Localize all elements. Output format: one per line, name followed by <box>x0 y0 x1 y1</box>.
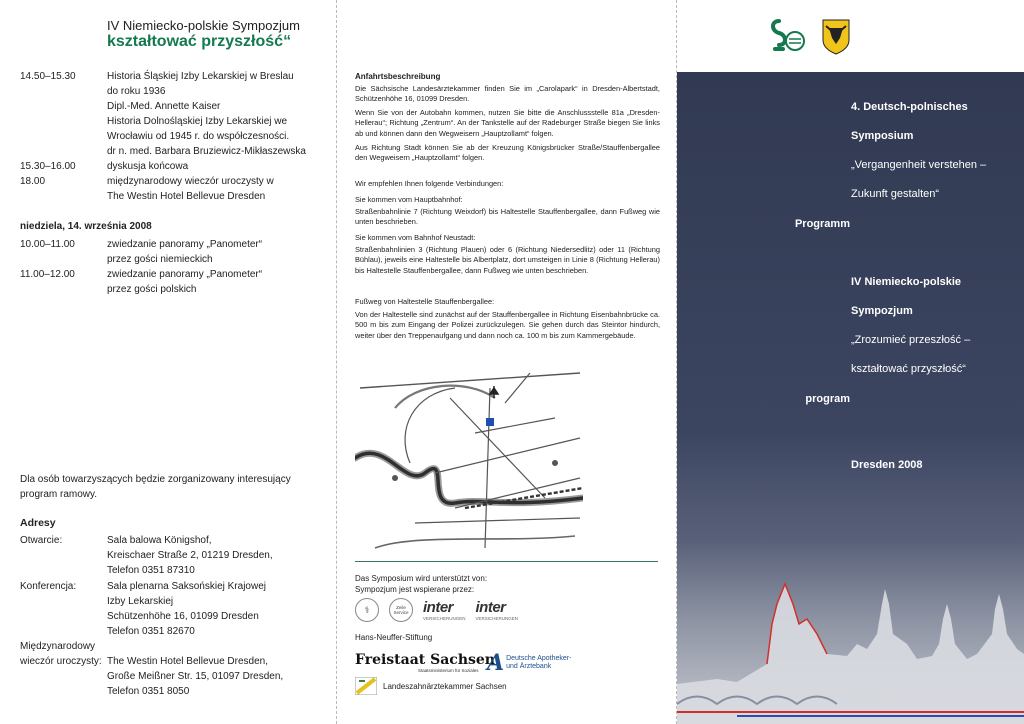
schedule-desc: dyskusja końcowa <box>107 161 189 172</box>
address-opening <box>20 533 332 578</box>
sponsors-heading: Das Symposium wird unterstützt von: Sympozjum jest wspierane przez: <box>355 574 488 594</box>
address-label: Międzynarodowy wieczór uroczysty: <box>20 641 102 667</box>
neustadt-route: Straßenbahnlinien 3 (Richtung Plauen) oder 6 (Richtung Niedersedlitz) oder 11 (Richtung Bühlau), jeweils eine Haltestelle bis Albertplatz, dort umsteigen in Linie 8 (Richtung Hellerau) bis Haltestelle Stauffenbergallee, dann Fußweg wie unten beschrieben. <box>355 245 660 275</box>
address-lines: Sala balowa Königshof, Kreischaer Straße 2, 01219 Dresden, Telefon 0351 87310 <box>107 535 273 576</box>
caduceus-logo-icon: ⚕ <box>355 598 379 622</box>
program-label: program <box>805 393 850 405</box>
schedule-day2 <box>20 237 330 297</box>
address-lines: Sala plenarna Saksońskiej Krajowej Izby Lekarskiej Schützenhöhe 16, 01099 Dresden Telefon 0351 82670 <box>107 581 266 637</box>
de-title-line3: „Vergangenheit verstehen – <box>851 159 987 171</box>
accompanying-note: Dla osób towarzyszących będzie zorganizowany interesujący program ramowy. <box>20 474 291 500</box>
apobank-logo: A Deutsche Apotheker- und Ärztebank <box>487 650 572 676</box>
hans-neuffer-foundation: Hans-Neuffer-Stiftung <box>355 633 433 642</box>
connections-intro: Wir empfehlen Ihnen folgende Verbindungen: <box>355 179 504 188</box>
schedule-row <box>20 237 330 267</box>
directions-city: Aus Richtung Stadt können Sie ab der Kreuzung Königsbrücker Straße/Stauffenbergallee den Wegweisern „Hauptzollamt“ folgen. <box>355 143 660 163</box>
schedule-desc: międzynarodowy wieczór uroczysty w The Westin Hotel Bellevue Dresden <box>107 176 274 202</box>
symposium-title: IV Niemiecko-polskie Sympozjum <box>107 18 300 33</box>
freistaat-sachsen-logo: Freistaat Sachsen Staatsministerium für Soziales <box>355 652 495 673</box>
schedule-time: 14.50–15.30 <box>20 71 76 82</box>
address-lines: The Westin Hotel Bellevue Dresden, Große Meißner Str. 15, 01097 Dresden, Telefon 0351 8050 <box>107 656 284 697</box>
lzk-sachsen: Landeszahnärztekammer Sachsen <box>355 677 507 695</box>
address-label: Otwarcie: <box>20 535 63 546</box>
medical-chamber-logo-icon <box>769 17 807 57</box>
schedule-time: 15.30–16.00 <box>20 161 76 172</box>
schedule-row <box>20 69 330 159</box>
sponsor-logos <box>355 598 518 622</box>
route-map <box>355 358 583 553</box>
address-label: Konferencja: <box>20 581 77 592</box>
city-year: Dresden 2008 <box>851 459 923 471</box>
schedule-time: 11.00–12.00 <box>20 269 75 280</box>
footpath-route: Von der Haltestelle sind zunächst auf der Stauffenbergallee in Richtung Eisenbahnbrücke ca. 500 m bis zum Eingang der Polizei zurückzulegen. Sie gehen durch das Steintor hindurch, weiter über den Treppenaufgang und dann noch ca. 100 m bis zum Kammergebäude. <box>355 310 660 340</box>
from-neustadt: Sie kommen vom Bahnhof Neustadt: <box>355 233 476 242</box>
right-panel <box>677 0 1024 724</box>
zeile-service-logo: Zeile Service <box>389 598 413 622</box>
apobank-icon: A <box>487 650 505 676</box>
schedule-row <box>20 159 330 174</box>
schedule-row <box>20 174 330 204</box>
schedule-desc: zwiedzanie panoramy „Panometer“ przez gości polskich <box>107 269 263 295</box>
lzk-logo-icon <box>355 677 377 695</box>
dresden-skyline-illustration <box>677 564 1024 724</box>
pl-title-line2: Sympozjum <box>851 305 913 317</box>
from-hauptbahnhof: Sie kommen vom Hauptbahnhof: <box>355 195 463 204</box>
pl-title-line4: kształtować przyszłość“ <box>851 363 966 375</box>
fold-line-1 <box>336 0 337 724</box>
pl-title-line3: „Zrozumieć przeszłość – <box>851 334 971 346</box>
addresses-heading: Adresy <box>20 517 56 529</box>
symposium-subtitle: kształtować przyszłość“ <box>107 33 292 50</box>
de-title-line2: Symposium <box>851 130 914 142</box>
directions-intro: Die Sächsische Landesärztekammer finden Sie im „Carolapark“ in Dresden-Albertstadt, Schützenhöhe 16, 01099 Dresden. <box>355 84 660 104</box>
schedule-time: 10.00–11.00 <box>20 239 75 250</box>
footpath-heading: Fußweg von Haltestelle Stauffenbergallee: <box>355 297 495 306</box>
left-panel <box>0 0 336 724</box>
coat-of-arms-icon <box>821 18 851 56</box>
programm-label: Programm <box>794 218 850 230</box>
inter-logo-2: inter VERSICHERUNGEN <box>475 599 519 621</box>
schedule-day1 <box>20 69 330 204</box>
pl-title-line1: IV Niemiecko-polskie <box>851 276 962 288</box>
address-conference <box>20 579 332 639</box>
de-title-line1: 4. Deutsch-polnisches <box>851 101 968 113</box>
de-title-line4: Zukunft gestalten“ <box>851 188 940 200</box>
schedule-time: 18.00 <box>20 176 46 187</box>
hauptbahnhof-route: Straßenbahnlinie 7 (Richtung Weixdorf) bis Haltestelle Stauffenbergallee, dann Fußweg wie unten beschrieben. <box>355 207 660 227</box>
schedule-row <box>20 267 330 297</box>
inter-logo-1: inter VERSICHERUNGEN <box>423 599 466 621</box>
schedule-desc: Historia Śląskiej Izby Lekarskiej w Breslau do roku 1936 Dipl.-Med. Annette Kaiser Historia Dolnośląskiej Izby Lekarskiej we Wrocławiu od 1945 r. do współczesności. dr n. med. Barbara Bruziewicz-Mikłaszewska <box>107 71 306 157</box>
top-logos <box>769 17 851 57</box>
address-evening <box>20 639 332 699</box>
directions-heading: Anfahrtsbeschreibung <box>355 72 441 81</box>
day2-heading: niedziela, 14. września 2008 <box>20 221 152 232</box>
directions-autobahn: Wenn Sie von der Autobahn kommen, nutzen Sie bitte die Anschlussstelle 81a „Dresden-Hellerau“; Richtung „Zentrum“. An der Tankstelle auf der Radeburger Straße biegen Sie links ab und können dann den Wegweisern „Hauptzollamt“ folgen. <box>355 108 660 138</box>
map-divider <box>355 561 658 562</box>
schedule-desc: zwiedzanie panoramy „Panometer“ przez gości niemieckich <box>107 239 263 265</box>
